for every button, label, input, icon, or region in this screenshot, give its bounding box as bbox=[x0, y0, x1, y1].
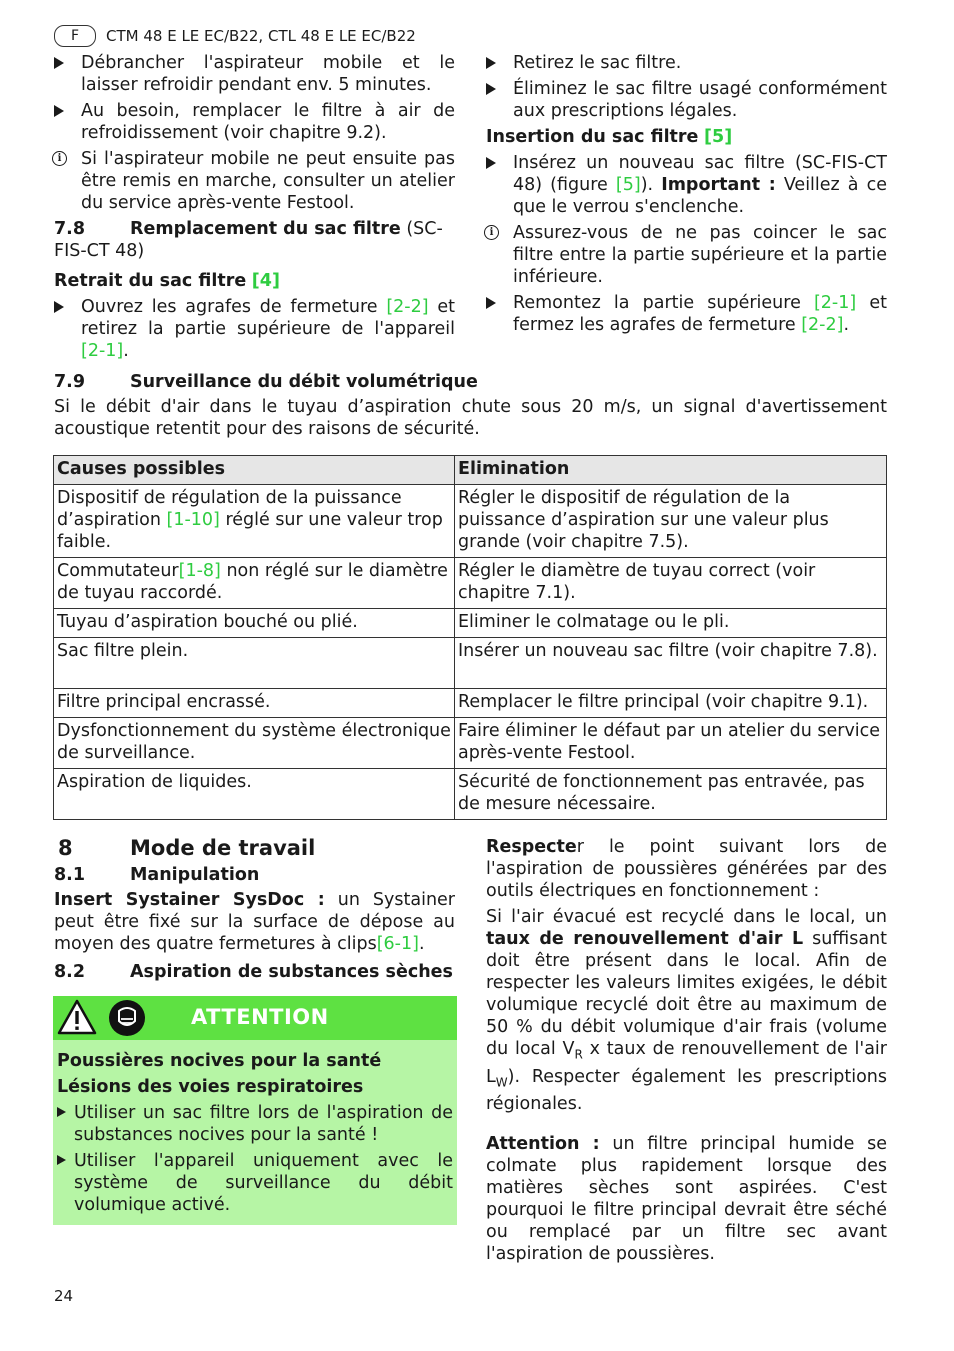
warning-box bbox=[53, 996, 457, 1225]
systainer-paragraph: Insert Systainer SysDoc : un Systainer peut être fixé sur la surface de dépose au moyen des quatre fermetures à clips[6-1]. bbox=[54, 890, 455, 954]
table-cell: Sécurité de fonctionnement pas entravée, pas de mesure nécessaire. bbox=[455, 769, 887, 820]
table-row bbox=[54, 638, 887, 689]
list-item: Débrancher l'aspirateur mobile et le laisser refroidir pendant env. 5 minutes. bbox=[54, 52, 455, 96]
section-8-heading: 8 Mode de travail bbox=[58, 836, 316, 860]
note-item: i Si l'aspirateur mobile ne peut ensuite pas être remis en marche, consulter un atelier du service après-vente Festool. bbox=[54, 148, 455, 214]
table-cell: Remplacer le filtre principal (voir chapitre 9.1). bbox=[455, 689, 887, 718]
right-top-column bbox=[486, 52, 887, 340]
arrow-bullet-icon bbox=[54, 301, 64, 313]
column-header: Elimination bbox=[455, 456, 887, 485]
hazard-line: Poussières nocives pour la santé bbox=[57, 1051, 382, 1071]
table-cell: Faire éliminer le défaut par un atelier du service après-vente Festool. bbox=[455, 718, 887, 769]
arrow-bullet-icon bbox=[57, 1155, 66, 1165]
arrow-bullet-icon bbox=[486, 157, 496, 169]
section-7-9-heading: 7.9 Surveillance du débit volumétrique bbox=[54, 372, 478, 392]
section-8-1-heading: 8.1 Manipulation bbox=[54, 865, 260, 885]
language-badge bbox=[54, 25, 96, 47]
insertion-heading: Insertion du sac filtre [5] bbox=[486, 127, 733, 147]
section-7-8-heading: 7.8 Remplacement du sac filtre (SC-FIS-CT 48) bbox=[54, 219, 443, 261]
paragraph: Respecter le point suivant lors de l'aspiration de poussières générées par des outils électriques en fonctionnement : bbox=[486, 837, 887, 901]
list-item: Au besoin, remplacer le filtre à air de refroidissement (voir chapitre 9.2). bbox=[54, 100, 455, 144]
arrow-bullet-icon bbox=[486, 57, 496, 69]
warning-triangle-icon bbox=[57, 999, 97, 1035]
list-item: Remontez la partie supérieure [2-1] et fermez les agrafes de fermeture [2-2]. bbox=[486, 292, 887, 336]
warning-content bbox=[57, 1050, 453, 1220]
warning-header bbox=[53, 996, 457, 1040]
table-cell: Tuyau d’aspiration bouché ou plié. bbox=[54, 609, 455, 638]
table-cell: Sac filtre plein. bbox=[54, 638, 455, 689]
arrow-bullet-icon bbox=[54, 57, 64, 69]
table-cell: Insérer un nouveau sac filtre (voir chapitre 7.8). bbox=[455, 638, 887, 689]
respirator-mask-icon bbox=[107, 999, 147, 1037]
list-item: Éliminez le sac filtre usagé conformément aux prescriptions légales. bbox=[486, 78, 887, 122]
section-8-2-heading: 8.2 Aspiration de substances sèches bbox=[54, 962, 453, 982]
paragraph: Si l'air évacué est recyclé dans le local, un taux de renouvellement d'air L suffisant doit être présent dans le local. Afin de respecter les valeurs limites exigées, le débit volumique recyclé doit être au maximum de 50 % du débit volumique d'air frais (volume du local $V_R$ x taux de renouvellement de l'air $L_W$). Respecter également les prescriptions régionales. bbox=[486, 907, 887, 1114]
arrow-bullet-icon bbox=[54, 105, 64, 117]
language-code: F bbox=[70, 28, 80, 44]
list-item: Retirez le sac filtre. bbox=[486, 52, 887, 74]
model-header: CTM 48 E LE EC/B22, CTL 48 E LE EC/B22 bbox=[106, 27, 416, 45]
column-header: Causes possibles bbox=[54, 456, 455, 485]
table-row bbox=[54, 485, 887, 558]
warning-label: ATTENTION bbox=[191, 1005, 329, 1029]
table-row bbox=[54, 769, 887, 820]
list-item: Utiliser l'appareil uniquement avec le système de surveillance du débit volumique activé. bbox=[57, 1150, 453, 1216]
troubleshooting-table bbox=[53, 455, 887, 820]
table-row bbox=[54, 689, 887, 718]
retrait-heading: Retrait du sac filtre [4] bbox=[54, 271, 280, 291]
list-item: Ouvrez les agrafes de fermeture [2-2] et retirez la partie supérieure de l'appareil [2-1]. bbox=[54, 296, 455, 362]
table-cell: Commutateur[1-8] non réglé sur le diamètre de tuyau raccordé. bbox=[54, 558, 455, 609]
table-row bbox=[54, 558, 887, 609]
hazard-line: Lésions des voies respiratoires bbox=[57, 1077, 364, 1097]
arrow-bullet-icon bbox=[57, 1107, 66, 1117]
list-item: Insérez un nouveau sac filtre (SC-FIS-CT 48) (figure [5]). Important : Veillez à ce que le verrou s'enclenche. bbox=[486, 152, 887, 218]
page-number: 24 bbox=[54, 1287, 74, 1305]
table-cell: Dispositif de régulation de la puissance d’aspiration [1-10] réglé sur une valeur trop faible. bbox=[54, 485, 455, 558]
table-cell: Eliminer le colmatage ou le pli. bbox=[455, 609, 887, 638]
section-7-9-intro: Si le débit d'air dans le tuyau d’aspiration chute sous 20 m/s, un signal d'avertissement acoustique retentit pour des raisons de sécurité. bbox=[54, 397, 887, 439]
table-cell: Dysfonctionnement du système électronique de surveillance. bbox=[54, 718, 455, 769]
paragraph: Attention : un filtre principal humide se colmate plus rapidement lorsque des matières sèches sont aspirées. C'est pourquoi le filtre principal devrait être séché ou remplacé par un filtre sec avant l'aspiration de poussières. bbox=[486, 1134, 887, 1264]
table-cell: Aspiration de liquides. bbox=[54, 769, 455, 820]
table-cell: Filtre principal encrassé. bbox=[54, 689, 455, 718]
table-header-row bbox=[54, 456, 887, 485]
table-row bbox=[54, 718, 887, 769]
arrow-bullet-icon bbox=[486, 83, 496, 95]
table-row bbox=[54, 609, 887, 638]
left-top-column bbox=[54, 52, 455, 366]
list-item: Utiliser un sac filtre lors de l'aspiration de substances nocives pour la santé ! bbox=[57, 1102, 453, 1146]
table-cell: Régler le diamètre de tuyau correct (voir chapitre 7.1). bbox=[455, 558, 887, 609]
table-cell: Régler le dispositif de régulation de la puissance d’aspiration sur une valeur plus grande (voir chapitre 7.5). bbox=[455, 485, 887, 558]
right-bottom-column bbox=[486, 836, 887, 1265]
info-icon: i bbox=[484, 225, 499, 240]
info-icon: i bbox=[52, 151, 67, 166]
note-item: i Assurez-vous de ne pas coincer le sac filtre entre la partie supérieure et la partie inférieure. bbox=[486, 222, 887, 288]
arrow-bullet-icon bbox=[486, 297, 496, 309]
